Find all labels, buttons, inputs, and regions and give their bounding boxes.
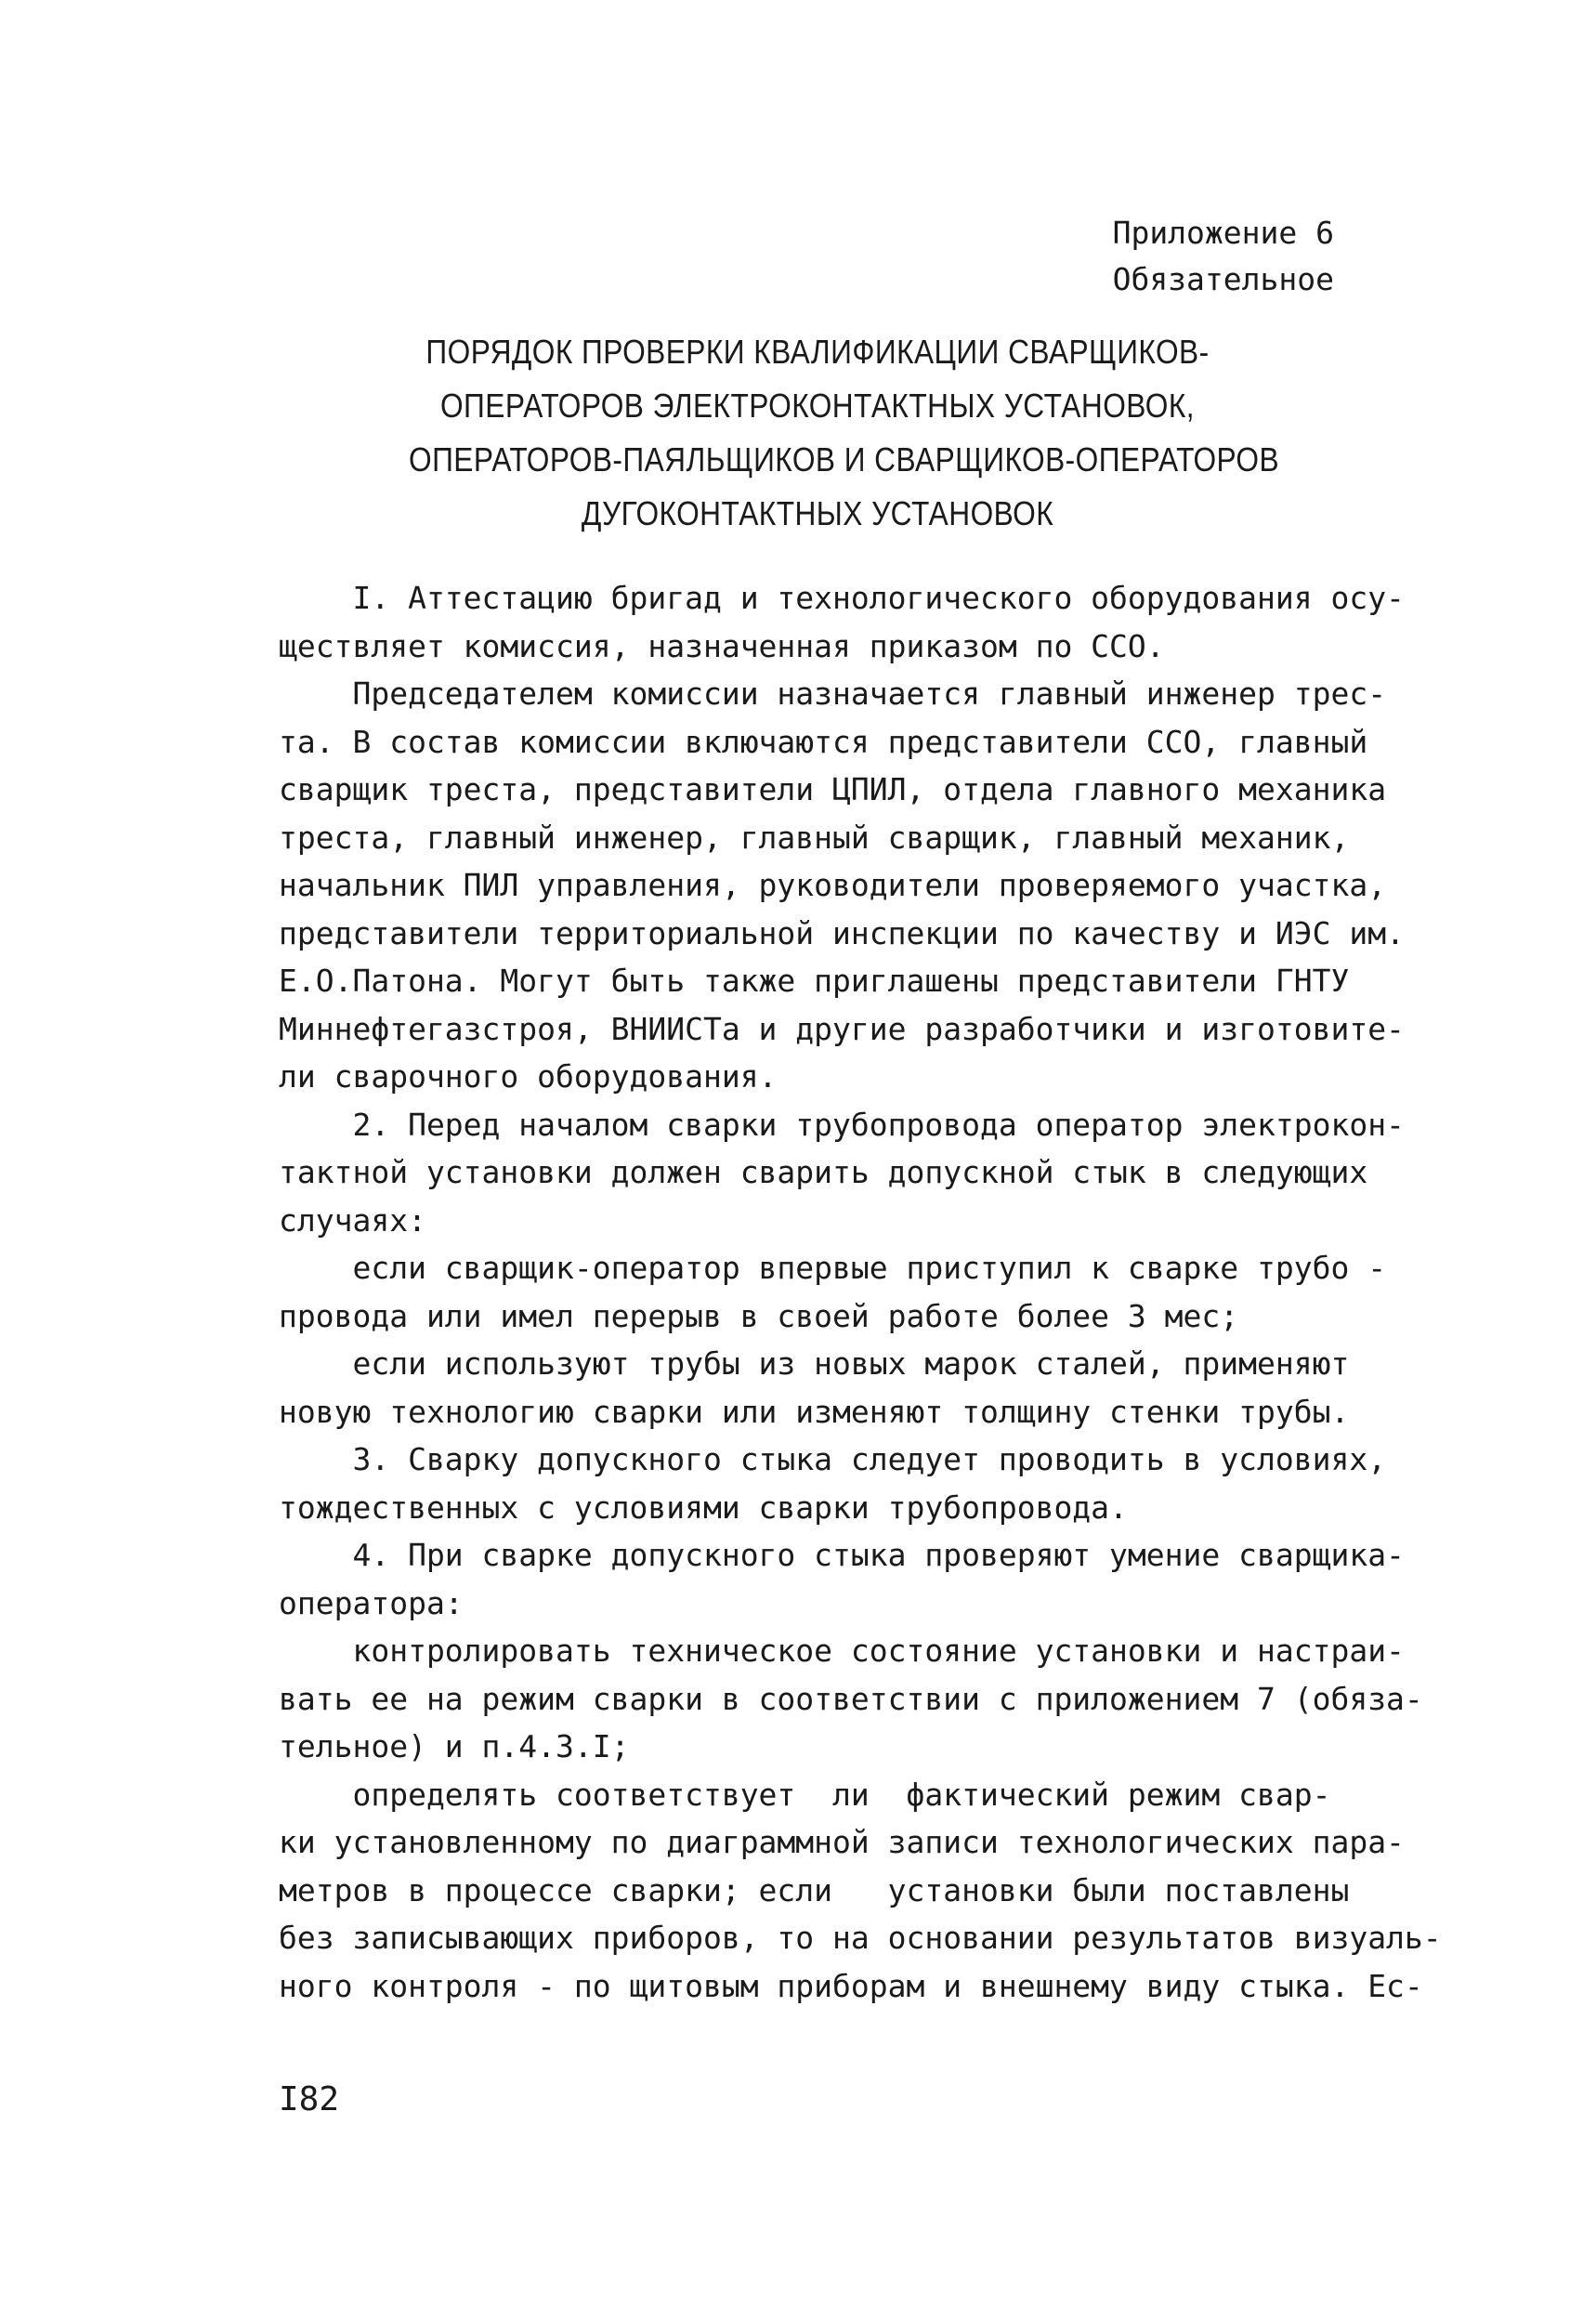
text-line: ного контроля - по щитовым приборам и внешнему виду стыка. Ес-	[279, 1967, 1423, 2004]
appendix-header	[1113, 210, 1334, 303]
text-line: 3. Сварку допускного стыка следует проводить в условиях,	[279, 1441, 1387, 1477]
text-line: 4. При сварке допускного стыка проверяют умение сварщика-	[279, 1537, 1405, 1573]
text-line: тельное) и п.4.3.I;	[279, 1728, 630, 1764]
text-line: ки установленному по диаграммной записи технологических пара-	[279, 1824, 1405, 1860]
text-line: вать ее на режим сварки в соответствии с приложением 7 (обяза-	[279, 1680, 1423, 1717]
text-line: если используют трубы из новых марок сталей, применяют	[279, 1345, 1350, 1382]
text-line: представители территориальной инспекции по качеству и ИЭС им.	[279, 914, 1405, 951]
text-line: та. В состав комиссии включаются представители ССО, главный	[279, 723, 1368, 760]
title-line: ОПЕРАТОРОВ-ПАЯЛЬЩИКОВ И СВАРЩИКОВ-ОПЕРАТОРОВ	[409, 440, 1280, 479]
text-line: если сварщик-оператор впервые приступил к сварке трубо -	[279, 1250, 1387, 1286]
text-line: Е.О.Патона. Могут быть также приглашены представители ГНТУ	[279, 963, 1350, 999]
document-title	[409, 325, 1280, 541]
appendix-label: Приложение 6	[1112, 215, 1334, 251]
text-line: оператора:	[279, 1584, 464, 1621]
text-line: ли сварочного оборудования.	[279, 1058, 778, 1095]
text-line: Миннефтегазстроя, ВНИИСТа и другие разработчики и изготовите-	[279, 1010, 1405, 1047]
text-line: сварщик треста, представители ЦПИЛ, отдела главного механика	[279, 771, 1387, 807]
text-line: без записывающих приборов, то на основании результатов визуаль-	[279, 1920, 1442, 1956]
text-line: случаях:	[279, 1201, 426, 1239]
text-line: 2. Перед началом сварки трубопровода оператор электрокон-	[279, 1106, 1405, 1143]
text-line: начальник ПИЛ управления, руководители проверяемого участка,	[279, 867, 1387, 903]
text-line: тождественных с условиями сварки трубопровода.	[279, 1488, 1128, 1526]
text-line: новую технологию сварки или изменяют толщину стенки трубы.	[279, 1393, 1350, 1430]
text-line: провода или имел перерыв в своей работе более 3 мес;	[279, 1297, 1239, 1334]
title-line: ПОРЯДОК ПРОВЕРКИ КВАЛИФИКАЦИИ СВАРЩИКОВ-	[425, 333, 1210, 371]
text-line: I. Аттестацию бригад и технологического оборудования осу-	[279, 580, 1405, 616]
body-text	[279, 574, 1486, 2010]
text-line: тактной установки должен сварить допускной стык в следующих	[279, 1154, 1368, 1190]
text-line: треста, главный инженер, главный сварщик, главный механик,	[279, 819, 1350, 856]
text-line: метров в процессе сварки; если установки были поставлены	[279, 1871, 1350, 1908]
text-line: контролировать техническое состояние установки и настраи-	[279, 1633, 1405, 1669]
title-line: ОПЕРАТОРОВ ЭЛЕКТРОКОНТАКТНЫХ УСТАНОВОК,	[439, 387, 1196, 425]
appendix-status: Обязательное	[1112, 261, 1334, 297]
text-line: ществляет комиссия, назначенная приказом по ССО.	[279, 627, 1165, 664]
text-line: Председателем комиссии назначается главный инженер трес-	[279, 675, 1387, 712]
text-line: определять соответствует ли фактический режим свар-	[279, 1776, 1331, 1813]
title-line: ДУГОКОНТАКТНЫХ УСТАНОВОК	[581, 494, 1054, 532]
page-number: I82	[279, 2080, 340, 2118]
